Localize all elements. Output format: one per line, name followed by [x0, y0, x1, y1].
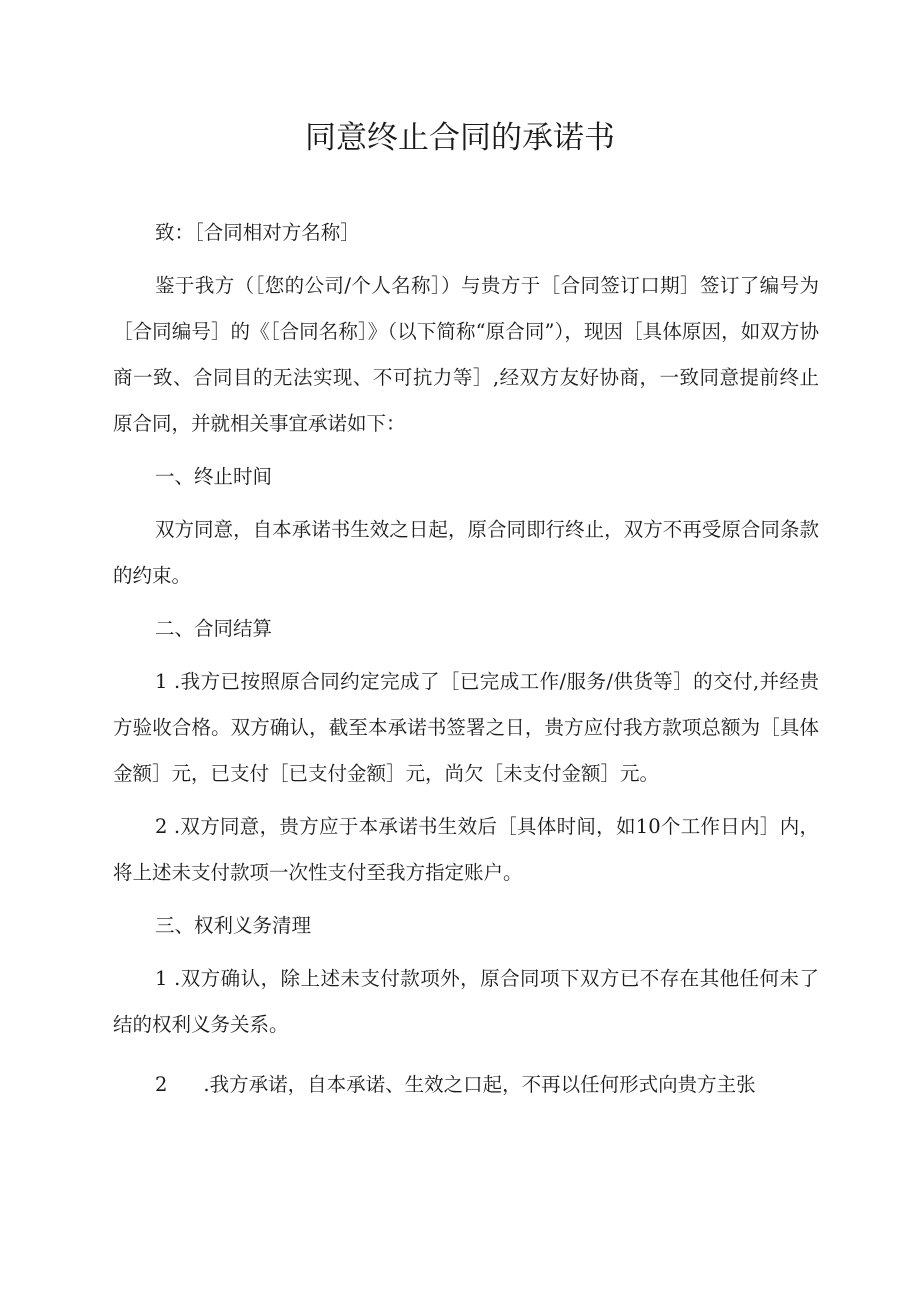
section-heading-settlement: 二、合同结算	[155, 617, 273, 640]
termination-time-paragraph: 双方同意，自本承诺书生效之日起，原合同即行终止，双方不再受原合同条款的约束。	[113, 518, 819, 587]
item-number: 2	[155, 1073, 168, 1096]
item-text: .我方承诺，自本承诺、生效之口起，不再以任何形式向贵方主张	[203, 1073, 756, 1096]
settlement-item-1: 1 .我方已按照原合同约定完成了［已完成工作/服务/供货等］的交付,并经贵方验收合格。双方确认，截至本承诺书签署之日，贵方应付我方款项总额为［具体金额］元，已支付［已支付金额］元，尚欠［未支付金额］元。	[113, 670, 819, 785]
section-heading-termination-time: 一、终止时间	[155, 465, 273, 488]
preamble-paragraph: 鉴于我方（［您的公司/个人名称］）与贵方于［合同签订口期］签订了编号为［合同编号］的《［合同名称］》（以下简称“原合同”），现因［具体原因，如双方协商一致、合同目的无法实现、不可抗力等］,经双方友好协商，一致同意提前终止原合同，并就相关事宜承诺如下：	[113, 274, 819, 435]
addressee-line: 致：［合同相对方名称］	[155, 221, 360, 244]
document-title: 同意终止合同的承诺书	[305, 120, 615, 156]
section-heading-obligations: 三、权利义务清理	[155, 914, 312, 937]
obligations-item-2	[113, 1062, 819, 1108]
settlement-item-2: 2 .双方同意，贵方应于本承诺书生效后［具体时间，如10个工作日内］内，将上述未支付款项一次性支付至我方指定账户。	[113, 815, 819, 884]
document-body	[113, 210, 819, 1115]
obligations-item-1: 1 .双方确认，除上述未支付款项外，原合同项下双方已不存在其他任何未了结的权利义务关系。	[113, 967, 819, 1036]
